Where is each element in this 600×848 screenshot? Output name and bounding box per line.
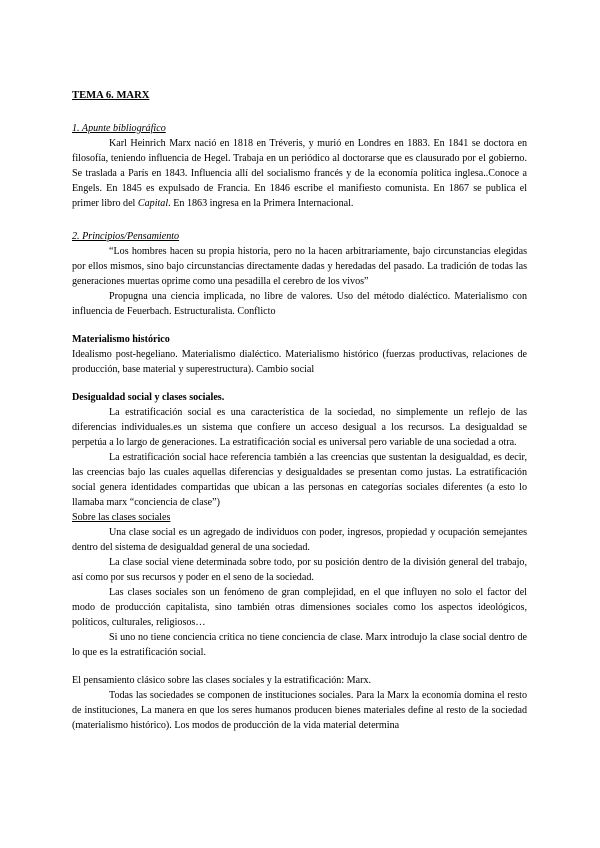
- paragraph-biography: [72, 136, 527, 211]
- section-heading-apunte: 1. Apunte bibliográfico: [72, 123, 166, 134]
- section-heading-principios: 2. Principios/Pensamiento: [72, 231, 180, 242]
- paragraph-quote: “Los hombres hacen su propia historia, pero no la hacen arbitrariamente, bajo circunstancias elegidas por ellos mismos, sino bajo circunstancias directamente dadas y heredadas del pasado. La tradición de todas las generaciones muertas oprime como una pesadilla el cerebro de los vivos”: [72, 246, 527, 287]
- capital-title: Capital: [137, 198, 169, 209]
- paragraph-instituciones: Todas las sociedades se componen de instituciones sociales. Para la Marx la economía domina el resto de instituciones, La manera en que los seres humanos producen bienes materiales define al resto de la sociedad (materialismo histórico). Los modos de producción de la vida material determina: [72, 690, 527, 731]
- document-title: TEMA 6. MARX: [72, 90, 150, 101]
- paragraph-materialismo: Idealismo post-hegeliano. Materialismo dialéctico. Materialismo histórico (fuerzas productivas, relaciones de producción, base material y superestructura). Cambio social: [72, 349, 527, 375]
- paragraph-clase-posicion: La clase social viene determinada sobre todo, por su posición dentro de la división general del trabajo, así como por sus recursos y poder en el seno de la sociedad.: [72, 557, 527, 583]
- paragraph-conciencia: Si uno no tiene conciencia crítica no tiene conciencia de clase. Marx introdujo la clase social dentro de lo que es la estratificación social.: [72, 632, 527, 658]
- paragraph-creencias: La estratificación social hace referencia también a las creencias que sustentan la desigualdad, es decir, las creencias bajo las cuales aquellas diferencias y desigualdades se presentan como justas. La estratificación social genera identidades compartidas que ubican a las personas en categorías sociales diferentes (a esto lo llamaba marx “conciencia de clase”): [72, 452, 527, 508]
- paragraph-clase-definicion: Una clase social es un agregado de individuos con poder, ingresos, propiedad y ocupación semejantes dentro del sistema de desigualdad general de una sociedad.: [72, 527, 527, 553]
- paragraph-pensamiento-clasico: El pensamiento clásico sobre las clases sociales y la estratificación: Marx.: [72, 675, 372, 686]
- document-page: [72, 88, 527, 733]
- paragraph-clase-complejidad: Las clases sociales son un fenómeno de gran complejidad, en el que influyen no solo el factor del modo de producción capitalista, sino también otras dimensiones sociales como los aspectos ideológicos, políticos, culturales, religiosos…: [72, 587, 527, 628]
- subheading-clases-sociales: Sobre las clases sociales: [72, 512, 171, 523]
- biography-text-a: Karl Heinrich Marx nació en 1818 en Tréveris, y murió en Londres en 1883. En 1841 se doctora en filosofía, teniendo influencia de Hegel. Trabaja en un periódico al doctorarse que es clausurado por el gobierno. Se traslada a París en 1843. Influencia allí del socialismo francés y de la economía política inglesa..Conoce a Engels. En 1845 es expulsado de Francia. En 1846 escribe el manifiesto comunista. En 1867 se publica el primer libro del: [72, 138, 527, 209]
- biography-text-b: . En 1863 ingresa en la Primera Internacional.: [168, 198, 354, 209]
- section-heading-desigualdad: Desigualdad social y clases sociales.: [72, 392, 225, 403]
- section-heading-materialismo: Materialismo histórico: [72, 334, 170, 345]
- paragraph-ciencia: Propugna una ciencia implicada, no libre de valores. Uso del método dialéctico. Materialismo con influencia de Feuerbach. Estructuralista. Conflicto: [72, 291, 527, 317]
- paragraph-estratificacion: La estratificación social es una característica de la sociedad, no simplemente un reflejo de las diferencias individuales.es un sistema que confiere un acceso desigual a los recursos. La desigualdad se perpetúa a lo largo de generaciones. La estratificación social es universal pero variable de una sociedad a otra.: [72, 407, 527, 448]
